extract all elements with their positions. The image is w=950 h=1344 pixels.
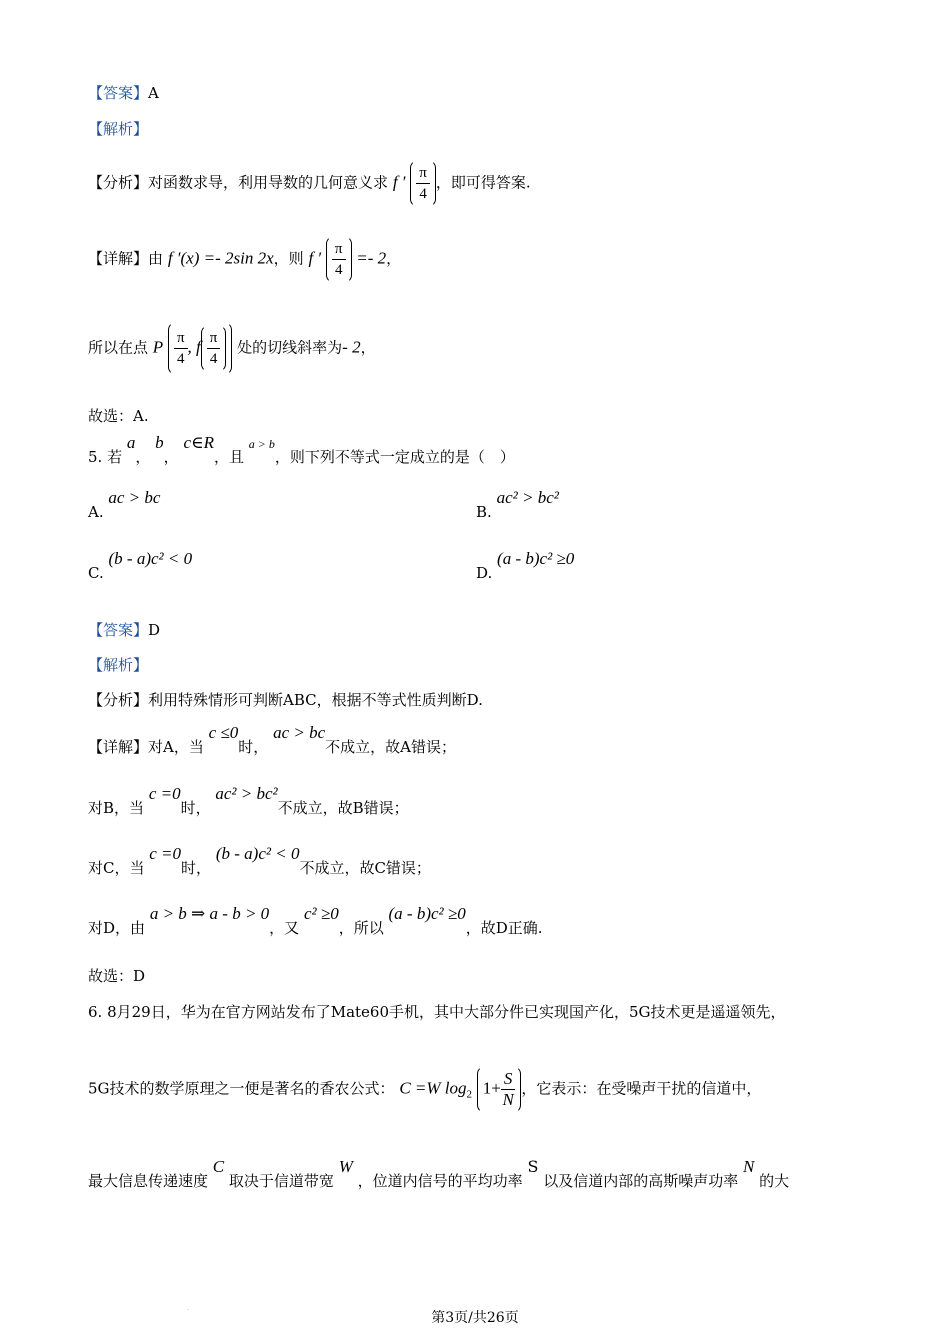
cond-ab: a > b xyxy=(248,437,275,451)
option-d-math: (a - b)c² ≥0 xyxy=(497,549,575,568)
deriv2-rhs: =- 2 xyxy=(356,248,387,268)
q6-line2: 5G技术的数学原理之一便是著名的香农公式： C =W $\log_2 1+$ $\frac{S}{N}$ ，它表示：在受噪声干扰的信道中， xyxy=(88,1066,761,1113)
answer-value: A xyxy=(148,84,159,102)
q6-line1-text: 6. 8月29日，华为在官方网站发布了Mate60手机，其中大部分件已实现国产化，5G技术更是遥遥领先， xyxy=(88,1003,786,1021)
point-text: 所以在点 xyxy=(88,338,149,357)
q5-answer-line xyxy=(88,619,160,640)
q5-analysis-line xyxy=(88,654,148,675)
answer-value: D xyxy=(148,621,161,639)
var-a: a xyxy=(126,433,136,452)
q5-xA-line: 【详解】对A，当 c ≤0时， ac > bc不成立，故A错误； xyxy=(88,723,456,756)
var-c: c∈R xyxy=(183,433,214,452)
point-paren: $\frac{\pi}{4}$ , f $\frac{\pi}{4}$ xyxy=(168,322,232,375)
var-S: S xyxy=(527,1157,539,1176)
q6-line1 xyxy=(88,1001,786,1022)
deriv2-lhs: f ′ xyxy=(308,248,322,268)
shannon-lhs: C =W log xyxy=(399,1078,467,1098)
q6-line3: 最大信息传递速度 C 取决于信道带宽 W ，位道内信号的平均功率 S 以及信道内部的高斯噪声功率 N 的大 xyxy=(88,1157,790,1190)
q4-analysis-line xyxy=(88,118,148,139)
shannon-paren: 1+ $\frac{S}{N}$ xyxy=(477,1066,522,1113)
fenxi-math: f ′ xyxy=(392,172,406,192)
point-P: P xyxy=(152,337,164,357)
q5-stem: 5. 若 a， b， c∈R，且 $^{a > b}$，则下列不等式一定成立的是（ ） xyxy=(88,433,515,466)
fenxi-paren xyxy=(410,160,436,207)
var-N: N xyxy=(743,1157,755,1176)
q5-xD-line: 对D，由 a > b ⇒ a - b > 0，又 c² ≥0，所以 (a - b)c² ≥0，故D正确. xyxy=(88,904,543,937)
xD-ineq: (a - b)c² ≥0 xyxy=(388,904,466,923)
answer-tag: 【答案】 xyxy=(88,621,149,639)
dot-mark: . xyxy=(187,1305,189,1312)
var-C: C xyxy=(212,1157,225,1176)
analysis-tag: 【解析】 xyxy=(88,656,149,674)
option-a: A. ac > bc xyxy=(88,488,161,521)
xD-impl: a > b ⇒ a - b > 0 xyxy=(149,904,270,923)
option-b-math: ac² > bc² xyxy=(496,488,559,507)
var-W: W xyxy=(338,1157,353,1176)
xB-cond: c =0 xyxy=(148,784,181,803)
then-text: ，则 xyxy=(273,249,304,268)
xiangjie-pre: 由 xyxy=(148,249,164,268)
fenxi-end: ，即可得答案. xyxy=(435,173,531,192)
q5-xC-line: 对C，当 c =0时， (b - a)c² < 0不成立，故C错误； xyxy=(88,844,431,877)
option-a-math: ac > bc xyxy=(108,488,161,507)
xA-cond: c ≤0 xyxy=(208,723,239,742)
slope-text: 处的切线斜率为 xyxy=(237,338,343,357)
choose-text: 故选：A. xyxy=(88,407,149,425)
analysis-tag: 【解析】 xyxy=(88,120,149,138)
fenxi-frac: $\frac{\pi}{4}$ xyxy=(416,163,430,204)
deriv2-paren: $\frac{\pi}{4}$ xyxy=(326,236,352,283)
fenxi-text: 对函数求导，利用导数的几何意义求 xyxy=(148,173,389,192)
q4-fenxi-line xyxy=(88,160,531,207)
option-c: C. (b - a)c² < 0 xyxy=(88,549,193,582)
choose-text: 故选：D xyxy=(88,967,146,985)
xC-cond: c =0 xyxy=(149,844,182,863)
option-b: B. ac² > bc² xyxy=(476,488,559,521)
q4-choose-line xyxy=(88,405,149,426)
q5-stem-pre: 5. 若 xyxy=(88,448,123,466)
fenxi-tag: 【分析】 xyxy=(88,173,149,192)
xA-ineq: ac > bc xyxy=(273,723,326,742)
q4-xiangjie-line: 【详解】由 f ′(x) =- 2sin 2x，则 f ′ $\frac{\pi}{4}$ =- 2， xyxy=(88,236,401,283)
slope-val: - 2 xyxy=(342,337,361,357)
q5-fenxi-line: 【分析】利用特殊情形可判断ABC，根据不等式性质判断D. xyxy=(88,691,483,709)
xB-ineq: ac² > bc² xyxy=(215,784,278,803)
option-d: D. (a - b)c² ≥0 xyxy=(476,549,575,582)
option-c-math: (b - a)c² < 0 xyxy=(108,549,193,568)
fenxi-text: 利用特殊情形可判断ABC，根据不等式性质判断D. xyxy=(148,691,483,709)
q5-xB-line: 对B，当 c =0时， ac² > bc²不成立，故B错误； xyxy=(88,784,409,817)
q4-answer-line xyxy=(88,82,159,103)
xD-c2: c² ≥0 xyxy=(303,904,339,923)
xiangjie-tag: 【详解】 xyxy=(88,249,149,268)
page-footer: 第3页/共26页 xyxy=(431,1310,519,1326)
var-b: b xyxy=(155,433,164,452)
q4-point-line: 所以在点 P $\frac{\pi}{4}$ , f $\frac{\pi}{4}$ 处的切线斜率为- 2， xyxy=(88,322,376,375)
q5-stem-end: ，则下列不等式一定成立的是（ ） xyxy=(274,448,515,466)
q5-choose-line xyxy=(88,965,145,986)
answer-tag: 【答案】 xyxy=(88,84,149,102)
xC-ineq: (b - a)c² < 0 xyxy=(215,844,300,863)
deriv-formula: f ′(x) =- 2sin 2x xyxy=(167,248,274,268)
